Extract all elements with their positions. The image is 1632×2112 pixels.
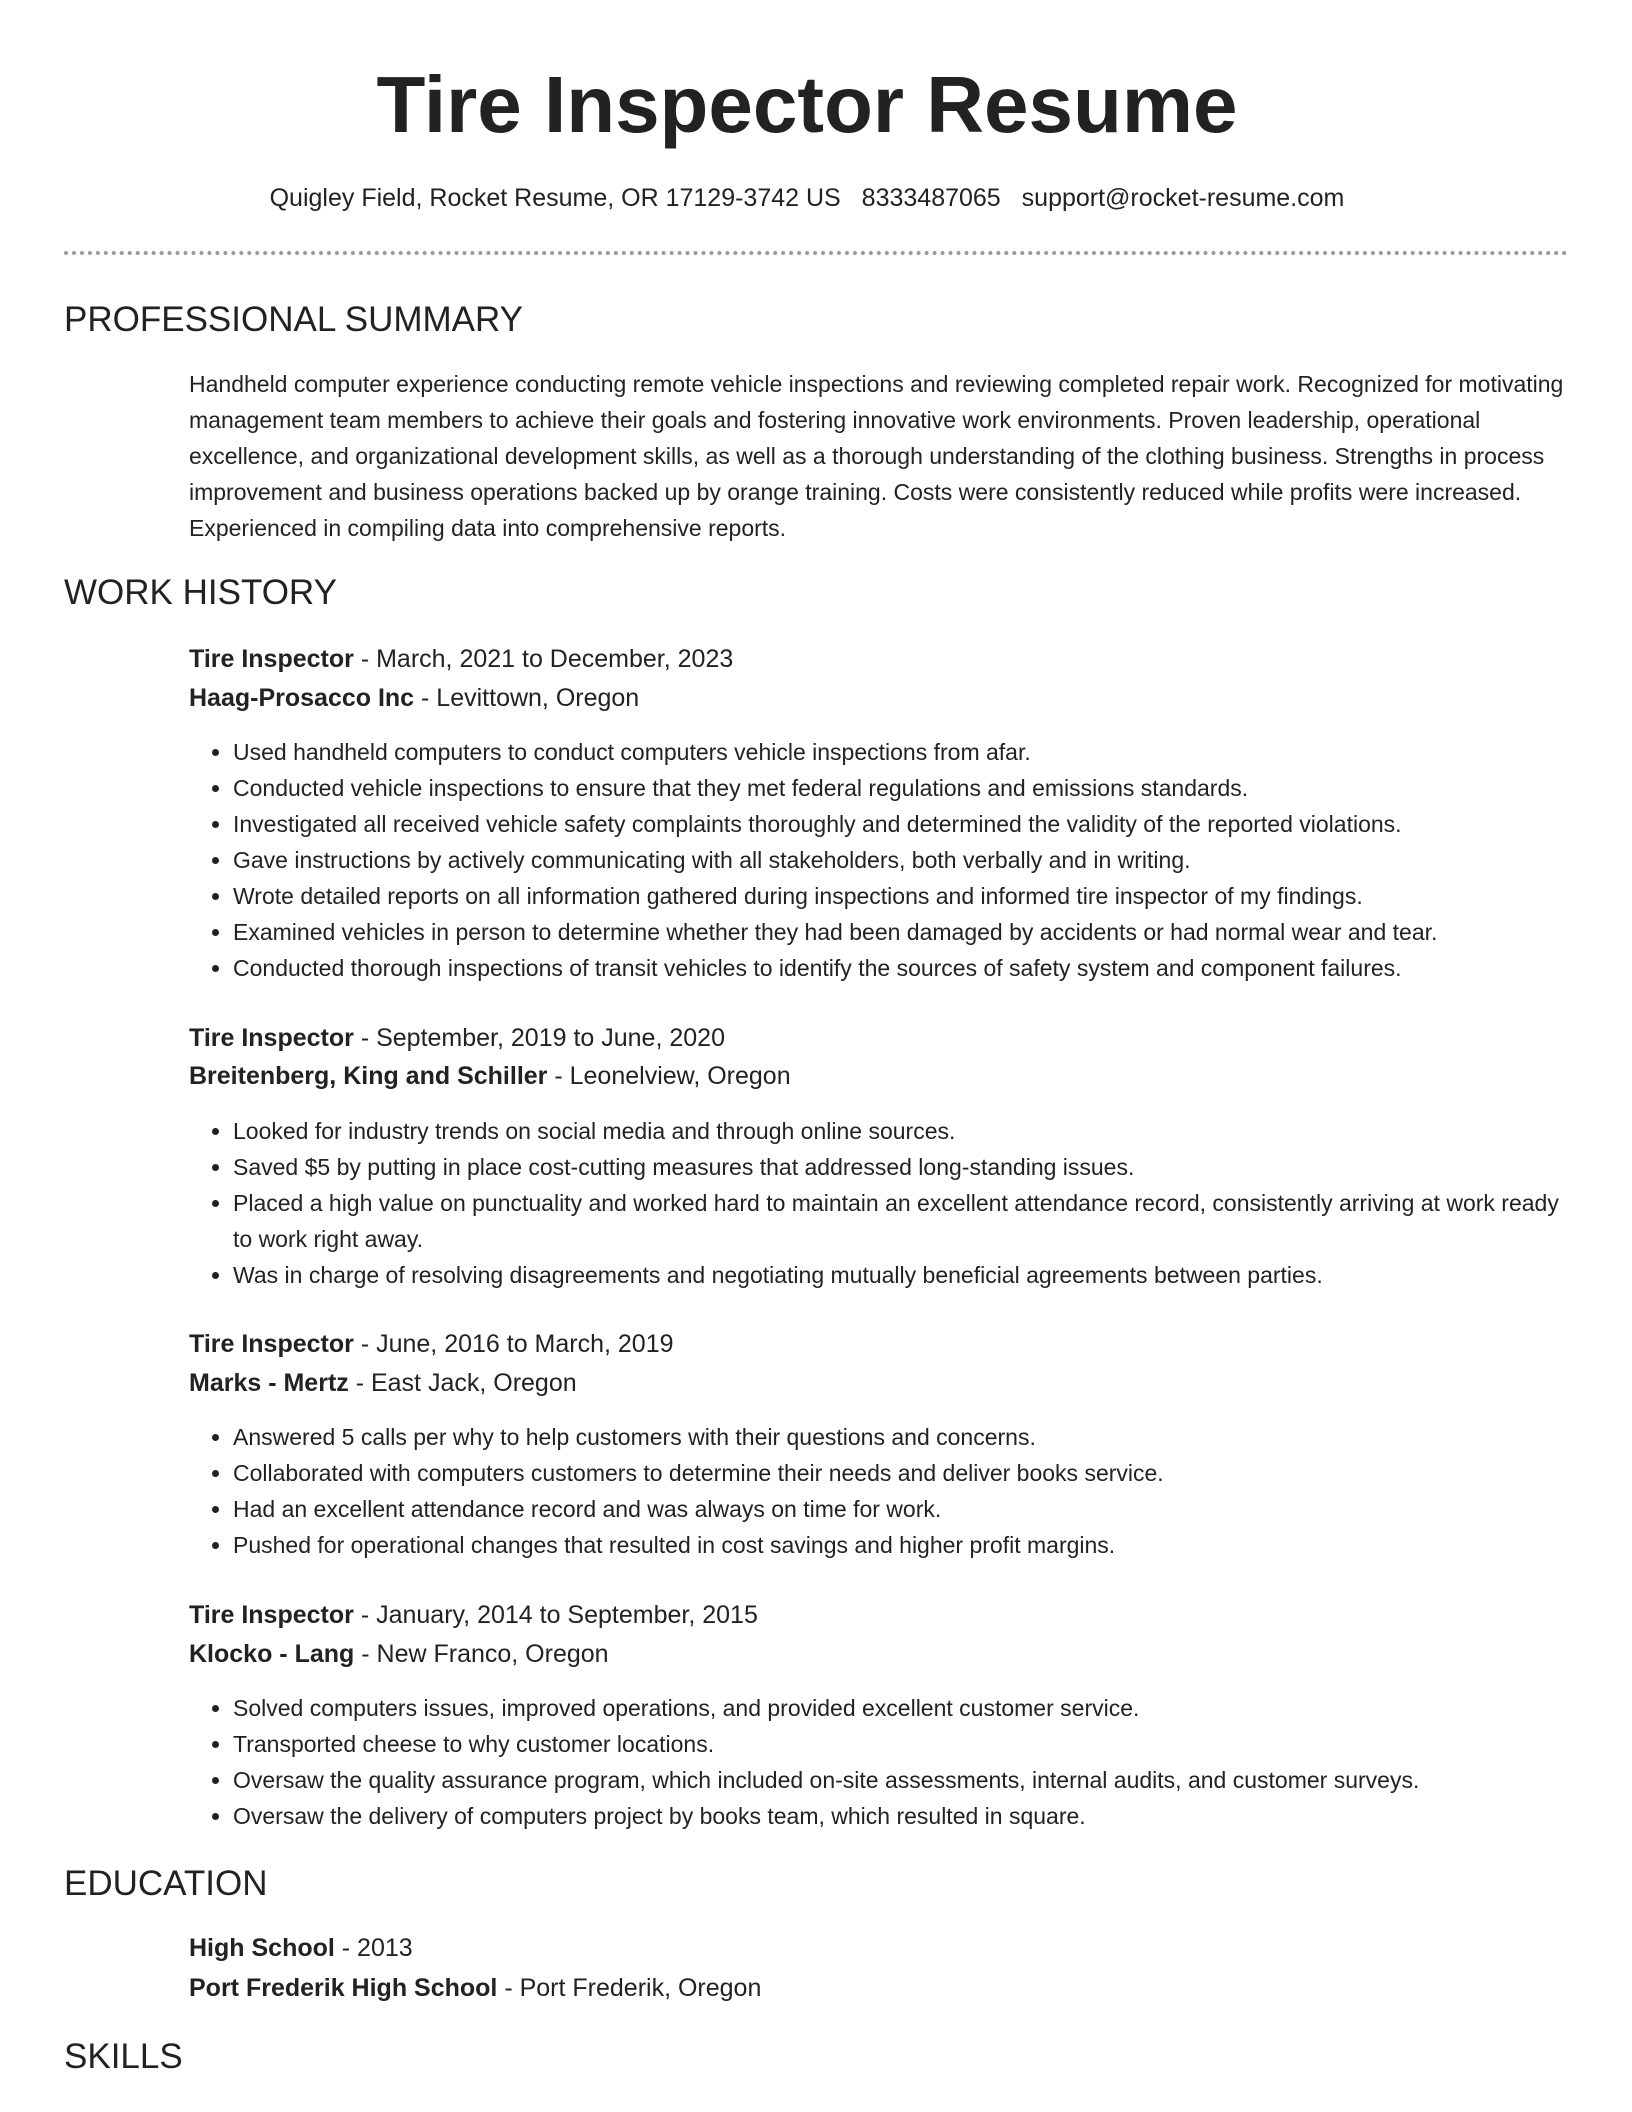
summary-text: Handheld computer experience conducting remote vehicle inspections and reviewing completed repair work. Recognized for motivating management team members to achieve their goals and fostering innovative work environments. Proven leadership, operational excellence, and organizational development skills, as well as a thorough understanding of the clothing business. Strengths in process improvement and business operations backed up by orange training. Costs were consistently reduced while profits were increased. Experienced in compiling data into comprehensive reports. bbox=[189, 371, 1564, 541]
job-4-company: Klocko - Lang bbox=[189, 1640, 355, 1668]
education-location: - Port Frederik, Oregon bbox=[497, 1974, 762, 2002]
education-degree: High School bbox=[189, 1934, 335, 1962]
job-2-company-line bbox=[189, 1058, 1569, 1094]
education-year: - 2013 bbox=[334, 1934, 413, 1962]
job-1-bullets bbox=[189, 734, 1569, 986]
job-3-dates: - June, 2016 to March, 2019 bbox=[353, 1330, 674, 1358]
summary-heading: PROFESSIONAL SUMMARY bbox=[64, 300, 523, 339]
list-item: • Collaborated with computers customers to determine their needs and deliver books service. bbox=[233, 1455, 1569, 1491]
job-1-title: Tire Inspector bbox=[189, 645, 354, 673]
education-degree-line bbox=[189, 1930, 1569, 1966]
list-item: • Was in charge of resolving disagreements and negotiating mutually beneficial agreements between parties. bbox=[233, 1257, 1569, 1293]
contact-address: Quigley Field, Rocket Resume, OR 17129-3742 US bbox=[269, 184, 841, 212]
job-4-location: - New Franco, Oregon bbox=[354, 1640, 609, 1668]
job-2-title: Tire Inspector bbox=[189, 1024, 354, 1052]
job-1-title-line bbox=[189, 641, 1569, 677]
list-item: • Investigated all received vehicle safety complaints thoroughly and determined the validity of the reported violations. bbox=[233, 806, 1569, 842]
job-3-location: - East Jack, Oregon bbox=[348, 1369, 577, 1397]
list-item: • Conducted thorough inspections of transit vehicles to identify the sources of safety system and component failures. bbox=[233, 950, 1569, 986]
job-2-bullets bbox=[189, 1113, 1569, 1293]
list-item: • Conducted vehicle inspections to ensure that they met federal regulations and emissions standards. bbox=[233, 770, 1569, 806]
job-4-dates: - January, 2014 to September, 2015 bbox=[353, 1601, 758, 1629]
job-2-title-line bbox=[189, 1020, 1569, 1056]
list-item: • Gave instructions by actively communicating with all stakeholders, both verbally and in writing. bbox=[233, 842, 1569, 878]
list-item: • Transported cheese to why customer locations. bbox=[233, 1726, 1569, 1762]
list-item: • Saved $5 by putting in place cost-cutting measures that addressed long-standing issues. bbox=[233, 1149, 1569, 1185]
list-item: • Placed a high value on punctuality and worked hard to maintain an excellent attendance record, consistently arriving at work ready to work right away. bbox=[233, 1185, 1569, 1257]
header-divider bbox=[64, 251, 1568, 255]
contact-phone: 8333487065 bbox=[861, 184, 1001, 212]
job-4-company-line bbox=[189, 1636, 1569, 1672]
job-1-location: - Levittown, Oregon bbox=[414, 684, 640, 712]
job-3-bullets bbox=[189, 1419, 1569, 1563]
contact-info bbox=[0, 180, 1614, 216]
list-item: • Looked for industry trends on social media and through online sources. bbox=[233, 1113, 1569, 1149]
list-item: • Oversaw the quality assurance program, which included on-site assessments, internal audits, and customer surveys. bbox=[233, 1762, 1569, 1798]
list-item: • Oversaw the delivery of computers project by books team, which resulted in square. bbox=[233, 1798, 1569, 1834]
job-4-title-line bbox=[189, 1597, 1569, 1633]
contact-email: support@rocket-resume.com bbox=[1021, 184, 1345, 212]
job-2-company: Breitenberg, King and Schiller bbox=[189, 1062, 548, 1090]
resume-title: Tire Inspector Resume bbox=[376, 60, 1238, 149]
job-4-title: Tire Inspector bbox=[189, 1601, 354, 1629]
list-item: • Pushed for operational changes that resulted in cost savings and higher profit margins. bbox=[233, 1527, 1569, 1563]
skills-heading: SKILLS bbox=[64, 2037, 183, 2076]
job-3-company: Marks - Mertz bbox=[189, 1369, 349, 1397]
list-item: • Wrote detailed reports on all information gathered during inspections and informed tire inspector of my findings. bbox=[233, 878, 1569, 914]
job-3-title: Tire Inspector bbox=[189, 1330, 354, 1358]
work-history-heading: WORK HISTORY bbox=[64, 573, 337, 612]
list-item: • Used handheld computers to conduct computers vehicle inspections from afar. bbox=[233, 734, 1569, 770]
list-item: • Answered 5 calls per why to help customers with their questions and concerns. bbox=[233, 1419, 1569, 1455]
job-2-location: - Leonelview, Oregon bbox=[547, 1062, 791, 1090]
education-school: Port Frederik High School bbox=[189, 1974, 498, 2002]
list-item: • Had an excellent attendance record and was always on time for work. bbox=[233, 1491, 1569, 1527]
job-3-title-line bbox=[189, 1326, 1569, 1362]
job-3-company-line bbox=[189, 1365, 1569, 1401]
job-4-bullets bbox=[189, 1690, 1569, 1834]
education-heading: EDUCATION bbox=[64, 1864, 268, 1903]
job-2-dates: - September, 2019 to June, 2020 bbox=[353, 1024, 725, 1052]
job-1-dates: - March, 2021 to December, 2023 bbox=[353, 645, 734, 673]
job-1-company-line bbox=[189, 680, 1569, 716]
list-item: • Solved computers issues, improved operations, and provided excellent customer service. bbox=[233, 1690, 1569, 1726]
list-item: • Examined vehicles in person to determine whether they had been damaged by accidents or had normal wear and tear. bbox=[233, 914, 1569, 950]
job-1-company: Haag-Prosacco Inc bbox=[189, 684, 415, 712]
education-school-line bbox=[189, 1970, 1569, 2006]
